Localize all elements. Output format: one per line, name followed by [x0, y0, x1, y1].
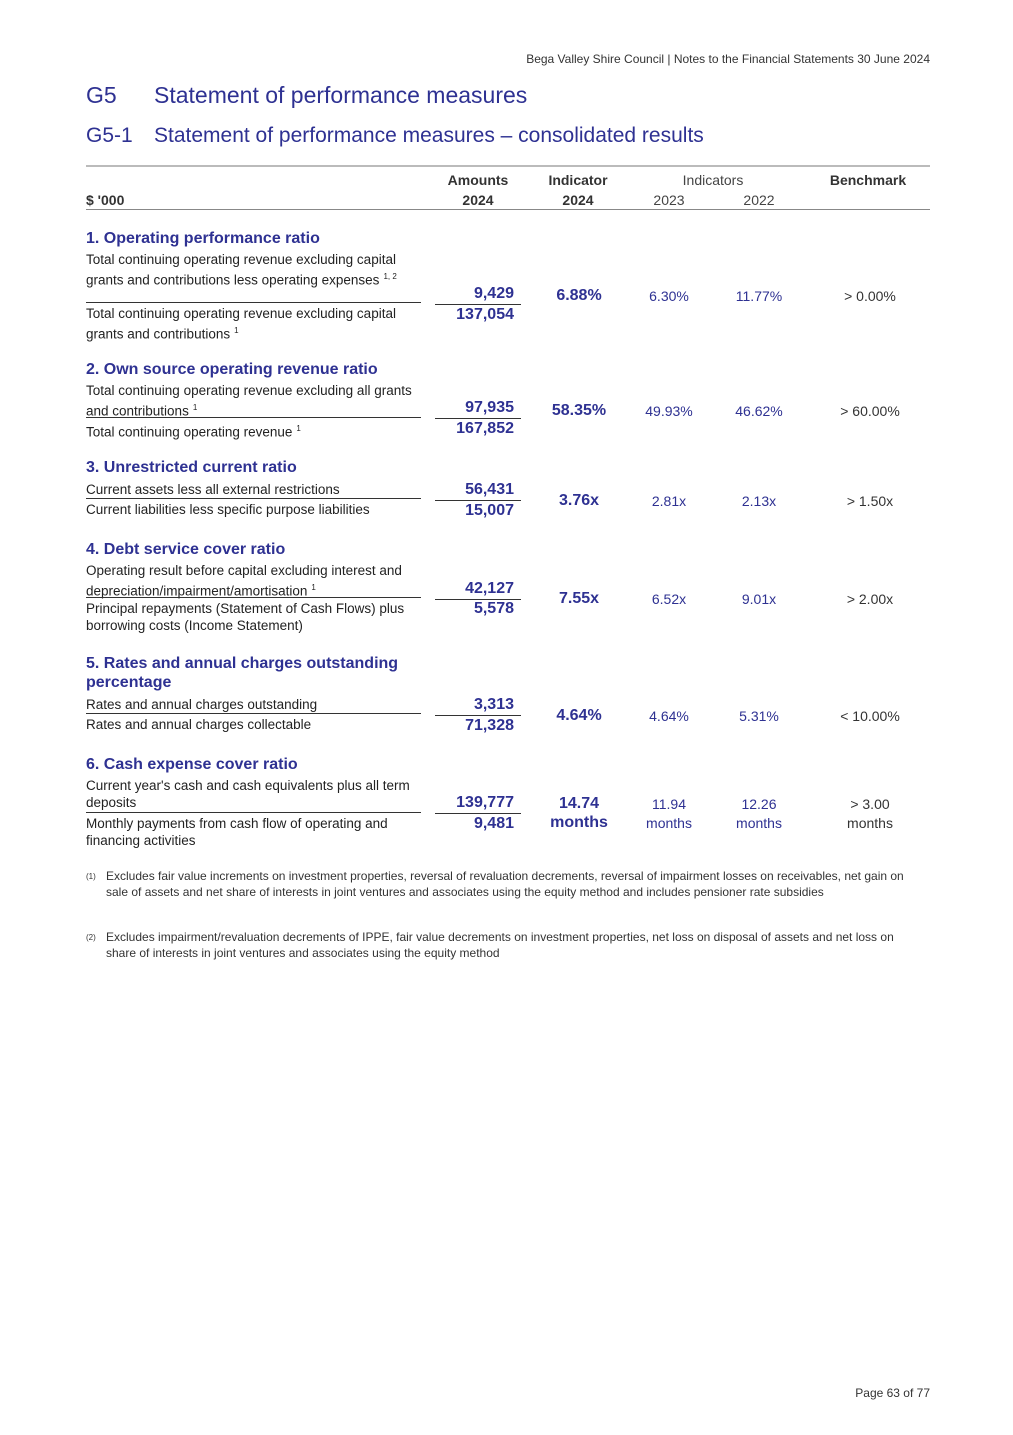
benchmark-number: > 3.00	[850, 796, 890, 812]
subsection-heading	[86, 124, 704, 148]
numerator-amount: 42,127	[465, 580, 514, 597]
indicator-2024: 58.35%	[551, 402, 607, 419]
amount-fraction-rule	[435, 715, 521, 716]
indicator-2023: 4.64%	[649, 708, 689, 724]
indicator-2022: 46.62%	[735, 403, 783, 419]
denominator-text: Current liabilities less specific purpose liabilities	[86, 502, 370, 517]
col-indicator-year: 2024	[562, 192, 594, 208]
denominator-amount: 15,007	[465, 502, 514, 519]
indicator-2022: 9.01x	[741, 591, 777, 607]
indicator-2024: 3.76x	[558, 492, 600, 509]
denominator-description	[86, 716, 431, 733]
indicator-2024: 4.64%	[556, 707, 602, 724]
footnote-text: Excludes fair value increments on investment properties, reversal of revaluation decrements, reversal of impairment losses on receivables, net gain on sale of assets and net share of interests in joint ventures and associates using the equity method and includes pensioner rate subsidies	[106, 869, 904, 899]
ratio-title: 6. Cash expense cover ratio	[86, 756, 298, 773]
ratio-title: 2. Own source operating revenue ratio	[86, 361, 378, 378]
indicator-2023	[629, 795, 709, 833]
fraction-rule	[86, 417, 421, 418]
section-title: Statement of performance measures	[154, 82, 528, 108]
numerator-description	[86, 251, 416, 289]
numerator-text: Operating result before capital excluding interest and depreciation/impairment/amortisation	[86, 563, 402, 599]
footnote-ref: 1	[192, 403, 198, 412]
numerator-text: Rates and annual charges outstanding	[86, 697, 318, 712]
denominator-text: Total continuing operating revenue excluding capital grants and contributions	[86, 306, 396, 342]
table-header-rule	[86, 209, 930, 210]
denominator-text: Total continuing operating revenue	[86, 424, 293, 440]
denominator-text: Monthly payments from cash flow of operating and financing activities	[86, 816, 388, 848]
indicator-2023-value: 11.94	[652, 796, 686, 812]
denominator-amount: 167,852	[456, 420, 514, 437]
col-year-2023: 2023	[653, 192, 685, 208]
fraction-rule	[86, 498, 421, 499]
subsection-number: G5-1	[86, 124, 133, 147]
indicator-2023: 6.52x	[651, 591, 687, 607]
indicator-2022: 11.77%	[735, 288, 783, 304]
denominator-amount: 9,481	[473, 815, 514, 832]
numerator-description	[86, 481, 431, 498]
col-indicators: Indicators	[682, 172, 744, 188]
col-amounts-year: 2024	[462, 192, 494, 208]
section-number: G5	[86, 82, 117, 108]
numerator-description	[86, 777, 426, 811]
footnote-mark: (2)	[86, 933, 96, 942]
numerator-text: Total continuing operating revenue excluding all grants and contributions	[86, 383, 412, 419]
amount-fraction-rule	[435, 418, 521, 419]
footnote-ref: 1	[234, 326, 239, 335]
ratio-title: 3. Unrestricted current ratio	[86, 459, 297, 476]
numerator-text: Current year's cash and cash equivalents plus all term deposits	[86, 778, 410, 810]
fraction-rule	[86, 713, 421, 714]
benchmark-value: > 0.00%	[844, 288, 896, 304]
indicator-2024: 6.88%	[556, 287, 602, 304]
footnote-ref: 1, 2	[383, 272, 397, 281]
denominator-description	[86, 501, 431, 518]
amount-fraction-rule	[435, 304, 521, 305]
amount-fraction-rule	[435, 500, 521, 501]
fraction-rule	[86, 302, 421, 303]
indicator-2022: 5.31%	[739, 708, 779, 724]
benchmark-value: > 60.00%	[840, 403, 900, 419]
numerator-description	[86, 562, 421, 600]
footnote-ref: 1	[296, 424, 301, 433]
col-year-2022: 2022	[743, 192, 775, 208]
indicator-2023-unit: months	[646, 815, 692, 831]
indicator-2023: 2.81x	[651, 493, 687, 509]
denominator-amount: 137,054	[456, 306, 514, 323]
denominator-text: Rates and annual charges collectable	[86, 717, 312, 732]
denominator-description	[86, 600, 421, 634]
footnote-ref: 1	[311, 583, 316, 592]
footnote-text: Excludes impairment/revaluation decrements of IPPE, fair value decrements on investment properties, net loss on disposal of assets and net loss on share of interests in joint ventures and associates using the equity method	[106, 930, 894, 960]
numerator-amount: 97,935	[465, 399, 514, 416]
col-indicator: Indicator	[548, 172, 608, 188]
numerator-amount: 3,313	[473, 696, 514, 713]
indicator-value: 14.74	[558, 795, 600, 812]
benchmark-value: > 2.00x	[846, 591, 894, 607]
indicator-2024	[535, 794, 623, 832]
numerator-text: Current assets less all external restrictions	[86, 482, 340, 497]
denominator-description	[86, 420, 431, 441]
indicator-2024: 7.55x	[558, 590, 600, 607]
ratio-title: 5. Rates and annual charges outstanding percentage	[86, 655, 399, 691]
footnote-mark: (1)	[86, 872, 96, 881]
indicator-unit: months	[550, 814, 608, 831]
col-unit: $ '000	[86, 192, 125, 208]
benchmark-value: > 1.50x	[846, 493, 894, 509]
denominator-amount: 5,578	[473, 600, 514, 617]
ratio-title: 1. Operating performance ratio	[86, 230, 320, 247]
numerator-text: Total continuing operating revenue excluding capital grants and contributions less operating expenses	[86, 252, 396, 288]
numerator-amount: 56,431	[465, 481, 514, 498]
benchmark-value	[825, 795, 915, 833]
table-top-rule	[86, 165, 930, 167]
col-benchmark: Benchmark	[829, 172, 907, 188]
indicator-2022-unit: months	[736, 815, 782, 831]
ratio-title: 4. Debt service cover ratio	[86, 541, 286, 558]
numerator-description	[86, 696, 431, 713]
fraction-rule	[86, 597, 421, 598]
col-amounts: Amounts	[447, 172, 509, 188]
indicator-2022: 2.13x	[741, 493, 777, 509]
running-header: Bega Valley Shire Council | Notes to the Financial Statements 30 June 2024	[526, 52, 930, 66]
amount-fraction-rule	[435, 813, 521, 814]
fraction-rule	[86, 812, 421, 813]
denominator-amount: 71,328	[465, 717, 514, 734]
benchmark-value: < 10.00%	[840, 708, 900, 724]
indicator-2023: 6.30%	[649, 288, 689, 304]
page-number: Page 63 of 77	[855, 1386, 930, 1400]
section-heading	[86, 82, 527, 109]
indicator-2022-value: 12.26	[741, 796, 777, 812]
numerator-amount: 139,777	[456, 794, 514, 811]
numerator-description	[86, 382, 421, 420]
denominator-text: Principal repayments (Statement of Cash Flows) plus borrowing costs (Income Statement)	[86, 601, 405, 633]
indicator-2022	[719, 795, 799, 833]
footnote-2	[86, 930, 926, 961]
footnote-1	[86, 869, 926, 900]
numerator-amount: 9,429	[473, 285, 514, 302]
indicator-2023: 49.93%	[645, 403, 693, 419]
benchmark-unit: months	[847, 815, 893, 831]
denominator-description	[86, 815, 411, 849]
subsection-title: Statement of performance measures – consolidated results	[154, 124, 704, 147]
denominator-description	[86, 305, 406, 343]
